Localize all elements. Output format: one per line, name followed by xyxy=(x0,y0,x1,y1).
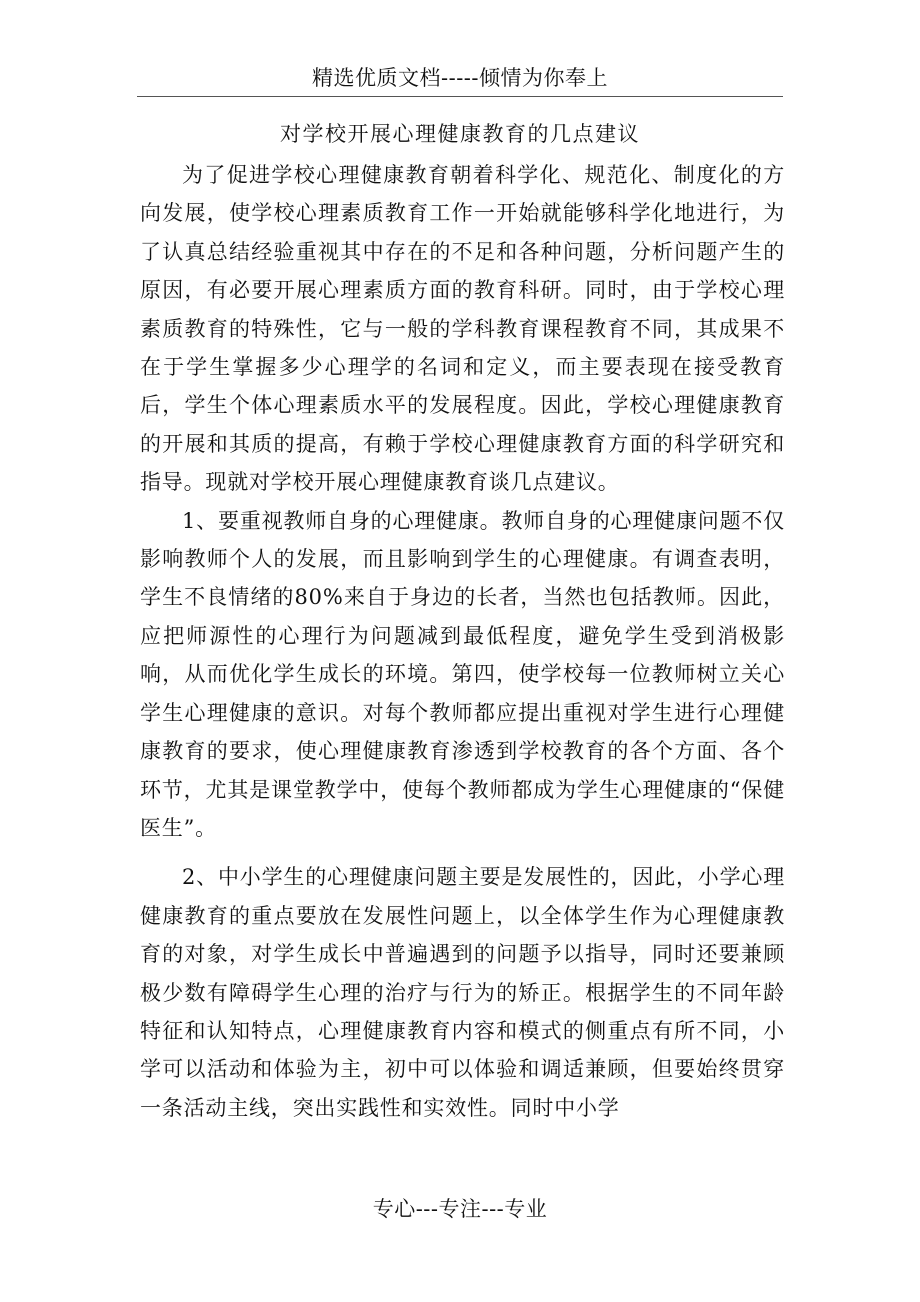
paragraph-point-2: 2、中小学生的心理健康问题主要是发展性的，因此，小学心理健康教育的重点要放在发展性问题上，以全体学生作为心理健康教育的对象，对学生成长中普遍遇到的问题予以指导，同时还要兼顾极少数有障碍学生心理的治疗与行为的矫正。根据学生的不同年龄特征和认知特点，心理健康教育内容和模式的侧重点有所不同，小学可以活动和体验为主，初中可以体验和调适兼顾，但要始终贯穿一条活动主线，突出实践性和实效性。同时中小学 xyxy=(140,865,785,1120)
page-footer: 专心---专注---专业 xyxy=(372,1197,548,1221)
paragraph-intro: 为了促进学校心理健康教育朝着科学化、规范化、制度化的方向发展，使学校心理素质教育工作一开始就能够科学化地进行，为了认真总结经验重视其中存在的不足和各种问题，分析问题产生的原因，有必要开展心理素质方面的教育科研。同时，由于学校心理素质教育的特殊性，它与一般的学科教育课程教育不同，其成果不在于学生掌握多少心理学的名词和定义，而主要表现在接受教育后，学生个体心理素质水平的发展程度。因此，学校心理健康教育的开展和其质的提高，有赖于学校心理健康教育方面的科学研究和指导。现就对学校开展心理健康教育谈几点建议。 xyxy=(140,163,785,495)
header-divider xyxy=(137,96,783,97)
page-header: 精选优质文档-----倾情为你奉上 xyxy=(312,66,608,90)
document-title: 对学校开展心理健康教育的几点建议 xyxy=(280,122,640,146)
paragraph-point-1: 1、要重视教师自身的心理健康。教师自身的心理健康问题不仅影响教师个人的发展，而且影响到学生的心理健康。有调查表明，学生不良情绪的80%来自于身边的长者，当然也包括教师。因此，应把师源性的心理行为问题减到最低程度，避免学生受到消极影响，从而优化学生成长的环境。第四，使学校每一位教师树立关心学生心理健康的意识。对每个教师都应提出重视对学生进行心理健康教育的要求，使心理健康教育渗透到学校教育的各个方面、各个环节，尤其是课堂教学中，使每个教师都成为学生心理健康的“保健医生”。 xyxy=(140,508,785,840)
document-body xyxy=(140,156,785,1127)
